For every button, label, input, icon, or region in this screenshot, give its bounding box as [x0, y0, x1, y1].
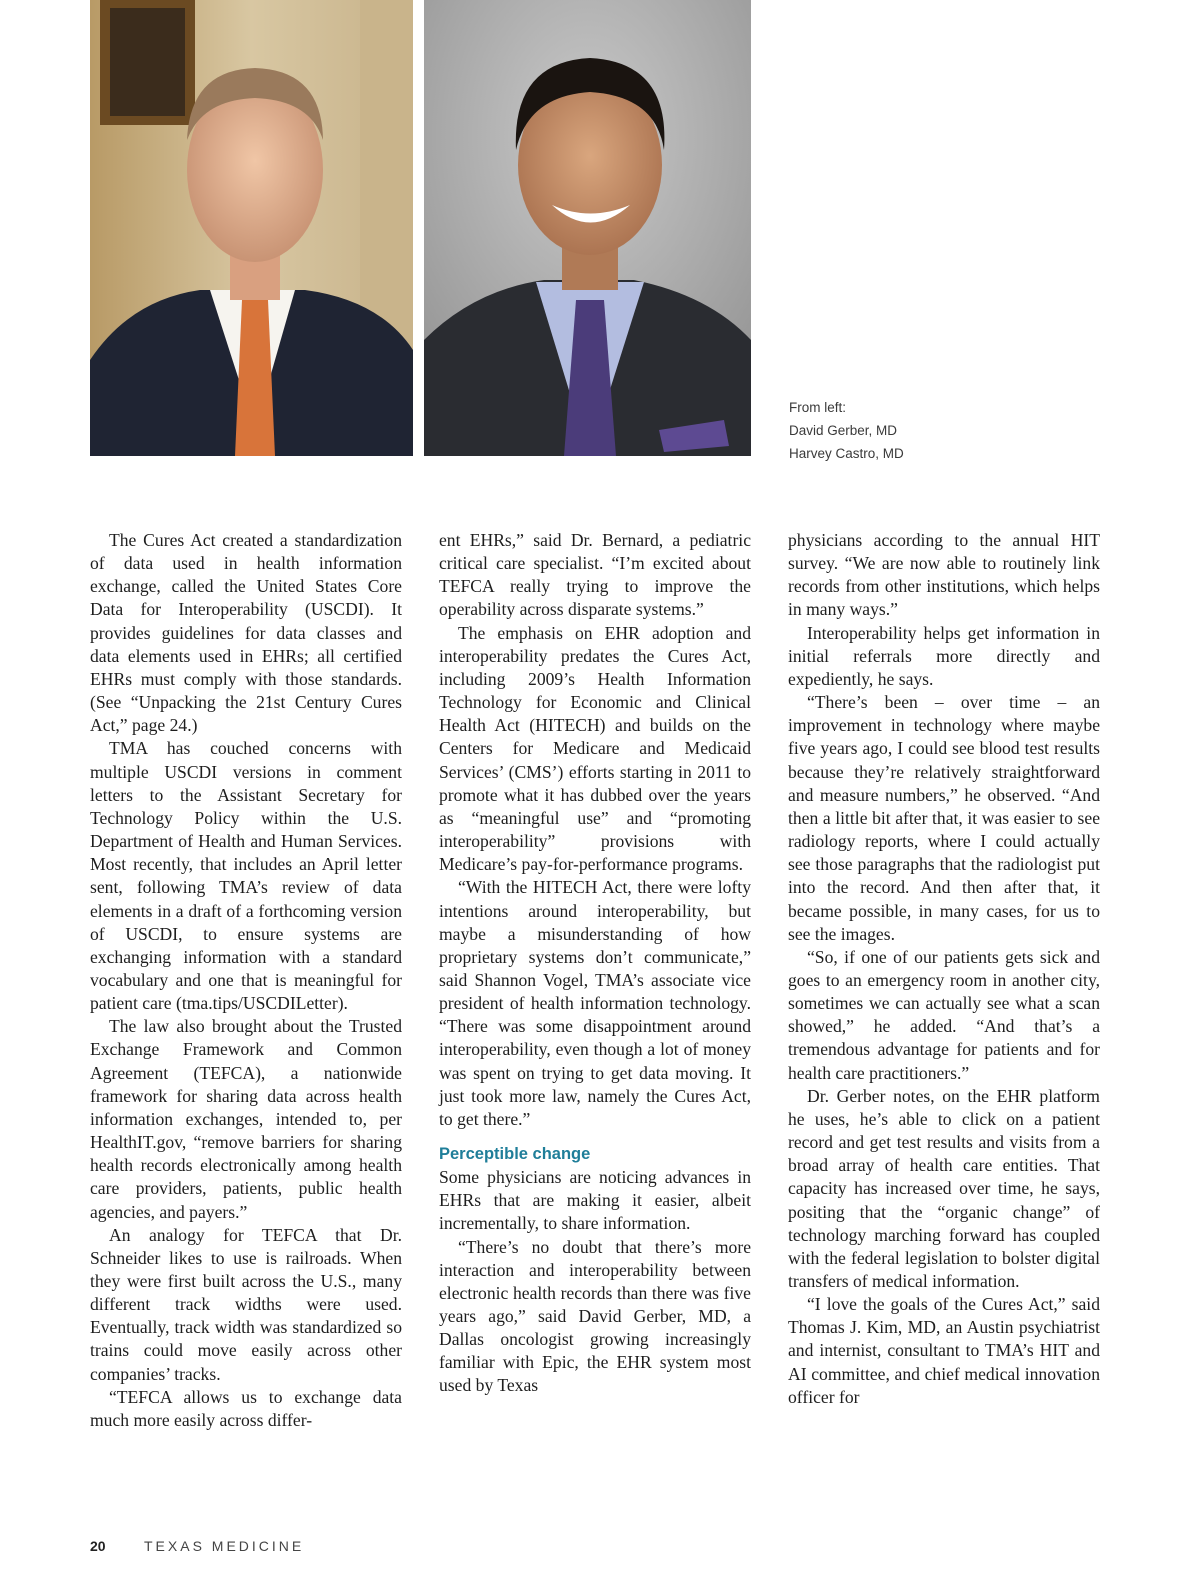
paragraph: An analogy for TEFCA that Dr. Schneider likes to use is railroads. When they were first built across the U.S., many different track widths were used. Eventually, track width was standardized so trains could move easily across other companies’ tracks.: [90, 1224, 402, 1384]
photo-caption: [789, 396, 904, 465]
portrait-image: [424, 0, 751, 456]
paragraph: “So, if one of our patients gets sick and goes to an emergency room in another city, sometimes we can actually see what a scan showed,” he added. “And that’s a tremendous advantage for patients and for health care practitioners.”: [788, 946, 1100, 1083]
paragraph: Interoperability helps get information in initial referrals more directly and expediently, he says.: [788, 622, 1100, 689]
paragraph: ent EHRs,” said Dr. Bernard, a pediatric critical care specialist. “I’m excited about TEFCA really trying to improve the operability across disparate systems.”: [439, 530, 751, 620]
article-column-2: [439, 529, 751, 1398]
paragraph: “There’s no doubt that there’s more interaction and interoperability between electronic health records than there was five years ago,” said David Gerber, MD, a Dallas oncologist growing increasingly familiar with Epic, the EHR system most used by Texas: [439, 1236, 751, 1396]
caption-name-right: Harvey Castro, MD: [789, 446, 904, 461]
paragraph: The Cures Act created a standardization of data used in health information exchange, called the United States Core Data for Interoperability (USCDI). It provides guidelines for data classes and data elements used in EHRs; all certified EHRs must comply with those standards. (See “Unpacking the 21st Century Cures Act,” page 24.): [90, 530, 402, 736]
caption-name-left: David Gerber, MD: [789, 423, 898, 438]
paragraph: The law also brought about the Trusted Exchange Framework and Common Agreement (TEFCA), a nationwide framework for sharing data across health information exchanges, intended to, per HealthIT.gov, “remove barriers for sharing health records electronically among health care providers, patients, public health agencies, and payers.”: [90, 1016, 402, 1222]
article-column-3: [788, 529, 1100, 1409]
paragraph: “TEFCA allows us to exchange data much more easily across differ-: [90, 1386, 402, 1430]
portrait-image: [90, 0, 413, 456]
paragraph: “There’s been – over time – an improvement in technology where maybe five years ago, I could see blood test results because they’re relatively straightforward and measure numbers,” he observed. “And then a little bit after that, it was easier to see radiology reports, where I could actually see those paragraphs that the radiologist put into the record. And then after that, it became possible, in many cases, for us to see the images.: [788, 692, 1100, 944]
page-number: 20: [90, 1538, 106, 1554]
paragraph: Some physicians are noticing advances in EHRs that are making it easier, albeit incrementally, to share information.: [439, 1167, 751, 1234]
paragraph: “I love the goals of the Cures Act,” said Thomas J. Kim, MD, an Austin psychiatrist and internist, consultant to TMA’s HIT and AI committee, and chief medical innovation officer for: [788, 1294, 1100, 1407]
paragraph: The emphasis on EHR adoption and interoperability predates the Cures Act, including 2009’s Health Information Technology for Economic and Clinical Health Act (HITECH) and builds on the Centers for Medicare and Medicaid Services’ (CMS’) efforts starting in 2011 to promote what it has dubbed over the years as “meaningful use” and “promoting interoperability” provisions with Medicare’s pay-for-performance programs.: [439, 622, 751, 875]
caption-intro: From left:: [789, 400, 847, 415]
paragraph: Dr. Gerber notes, on the EHR platform he uses, he’s able to click on a patient record and get test results and visits from a broad array of health care entities. That capacity has increased over time, he says, positing that the “organic change” of technology marching forward has coupled with the federal legislation to bolster digital transfers of medical information.: [788, 1085, 1100, 1291]
photo-david-gerber: [90, 0, 413, 456]
paragraph: physicians according to the annual HIT survey. “We are now able to routinely link records from other institutions, which helps in many ways.”: [788, 530, 1100, 620]
publication-name: TEXAS MEDICINE: [144, 1538, 305, 1554]
paragraph: TMA has couched concerns with multiple USCDI versions in comment letters to the Assistant Secretary for Technology Policy within the U.S. Department of Health and Human Services. Most recently, that includes an April letter sent, following TMA’s review of data elements in a draft of a forthcoming version of USCDI, to ensure systems are exchanging information with a standard vocabulary and one that is meaningful for patient care (tma.tips/USCDILetter).: [90, 738, 402, 1014]
paragraph: “With the HITECH Act, there were lofty intentions around interoperability, but maybe a misunderstanding of how proprietary systems don’t communicate,” said Shannon Vogel, TMA’s associate vice president of health information technology. “There was some disappointment around interoperability, even though a lot of money was spent on trying to get data moving. It just took more law, namely the Cures Act, to get there.”: [439, 877, 751, 1129]
article-column-1: [90, 529, 402, 1432]
photo-harvey-castro: [424, 0, 751, 456]
page-footer: [90, 1538, 304, 1554]
section-heading: Perceptible change: [439, 1145, 591, 1164]
